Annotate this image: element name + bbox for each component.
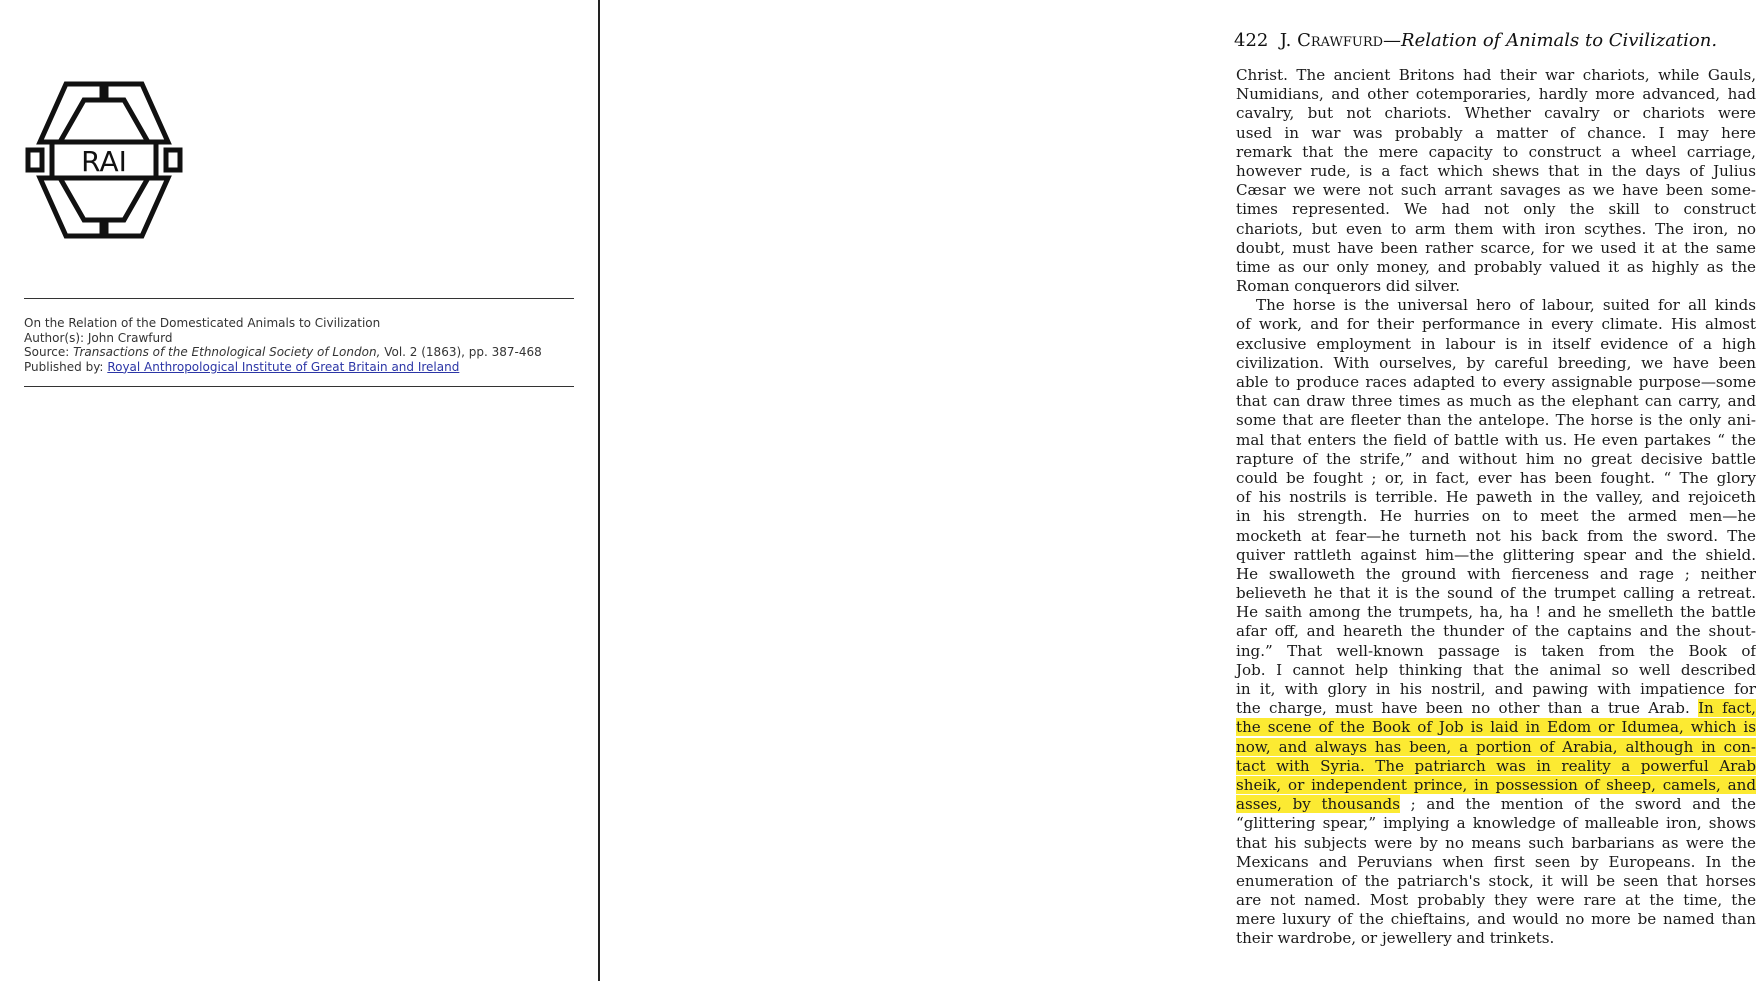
text-line: remark that the mere capacity to construct a wheel carriage, — [1236, 142, 1756, 161]
text-line: asses, by thousands ; and the mention of the sword and the — [1236, 795, 1756, 814]
page-number: 422 — [1234, 30, 1269, 51]
logo-bottom-right-segment — [106, 178, 168, 236]
publisher-link[interactable]: Royal Anthropological Institute of Great Britain and Ireland — [107, 359, 460, 374]
header-title: —Relation of Animals to Civilization. — [1383, 30, 1718, 51]
text-line: The horse is the universal hero of labour, suited for all kinds — [1256, 296, 1756, 315]
highlight: sheik, or independent prince, in possession of sheep, camels, and — [1236, 775, 1756, 794]
text-line: able to produce races adapted to every assignable purpose—some — [1236, 373, 1756, 391]
text-line: used in war was probably a matter of chance. I may here — [1236, 123, 1756, 142]
text-line: He saith among the trumpets, ha, ha ! and he smelleth the battle — [1236, 603, 1756, 622]
text-line: mocketh at fear—he turneth not his back from the sword. The — [1236, 526, 1756, 545]
text-line: civilization. With ourselves, by careful breeding, we have been — [1236, 353, 1756, 372]
rai-logo — [24, 70, 184, 250]
text-line: cavalry, but not chariots. Whether cavalry or chariots were — [1236, 104, 1756, 123]
text-line: Roman conquerors did silver. — [1236, 277, 1461, 296]
text-line: Cæsar we were not such arrant savages as we have been some- — [1236, 181, 1756, 200]
logo-text: RAI — [81, 145, 127, 178]
text-line: could be fought ; or, in fact, ever has been fought. “ The glory — [1236, 468, 1756, 487]
citation-authors: Author(s): John Crawfurd — [24, 330, 173, 345]
text-line: chariots, but even to arm them with iron scythes. The iron, no — [1236, 219, 1756, 238]
text-line: Mexicans and Peruvians when first seen by Europeans. In the — [1236, 852, 1756, 871]
citation-source: Source: Transactions of the Ethnological Society of London, Vol. 2 (1863), pp. 387-468 — [24, 345, 542, 359]
text-line: exclusive employment in labour is in itself evidence of a high — [1236, 334, 1756, 353]
text-line: “glittering spear,” implying a knowledge of malleable iron, shows — [1236, 814, 1756, 833]
logo-bottom-left-segment — [40, 178, 102, 236]
text-line: mal that enters the field of battle with us. He even partakes “ the — [1236, 430, 1756, 449]
text-line — [1236, 757, 1756, 776]
text-line: quiver rattleth against him—the glittering spear and the shield. — [1236, 545, 1756, 564]
highlight: now, and always has been, a portion of Arabia, although in con- — [1236, 737, 1756, 756]
logo-left-block — [28, 150, 42, 170]
text-line: enumeration of the patriarch's stock, it will be seen that horses — [1236, 871, 1756, 890]
logo-top-left-segment — [40, 84, 102, 142]
highlight: the scene of the Book of Job is laid in Edom or Idumea, which is — [1236, 718, 1756, 737]
text-line: their wardrobe, or jewellery and trinkets. — [1236, 929, 1555, 948]
text-line: Numidians, and other cotemporaries, hardly more advanced, had — [1236, 85, 1756, 104]
text-line: the charge, must have been no other than a true Arab. In fact, — [1236, 699, 1756, 718]
body-text — [1236, 66, 1756, 949]
text-line: of his nostrils is terrible. He paweth in the valley, and rejoiceth — [1236, 488, 1756, 507]
header-author: J. Crawfurd — [1279, 30, 1384, 51]
highlight: asses, by thousands — [1236, 795, 1400, 814]
citation-publisher: Published by: Royal Anthropological Institute of Great Britain and Ireland — [24, 359, 460, 374]
text-line: of work, and for their performance in every climate. His almost — [1236, 315, 1756, 334]
text-line: are not named. Most probably they were rare at the time, the — [1236, 891, 1756, 910]
text-line: Christ. The ancient Britons had their war chariots, while Gauls, — [1236, 66, 1756, 84]
citation-block — [24, 316, 574, 374]
highlight: tact with Syria. The patriarch was in reality a powerful Arab — [1236, 756, 1756, 775]
text-line: rapture of the strife,” and without him no great decisive battle — [1236, 449, 1756, 468]
left-page — [0, 0, 598, 981]
top-rule — [24, 298, 574, 299]
text-line: that can draw three times as much as the elephant can carry, and — [1236, 392, 1756, 411]
text-line: ing.” That well-known passage is taken from the Book of — [1236, 641, 1756, 660]
text-line: mere luxury of the chieftains, and would no more be named than — [1236, 910, 1756, 929]
text-line: time as our only money, and probably valued it as highly as the — [1236, 257, 1756, 276]
text-line: He swalloweth the ground with fierceness and rage ; neither — [1236, 564, 1756, 583]
text-line — [1236, 718, 1756, 737]
text-line: believeth he that it is the sound of the trumpet calling a retreat. — [1236, 584, 1756, 603]
running-header — [1234, 30, 1717, 51]
text-line: afar off, and heareth the thunder of the captains and the shout- — [1236, 622, 1756, 641]
logo-right-block — [166, 150, 180, 170]
logo-top-right-segment — [106, 84, 168, 142]
bottom-rule — [24, 386, 574, 387]
text-line — [1236, 738, 1756, 757]
text-line: doubt, must have been rather scarce, for we used it at the same — [1236, 238, 1756, 257]
text-line: some that are fleeter than the antelope. The horse is the only ani- — [1236, 411, 1756, 430]
text-line — [1236, 776, 1756, 795]
highlight: In fact, — [1698, 699, 1756, 718]
text-line: times represented. We had not only the skill to construct — [1236, 200, 1756, 219]
text-line: however rude, is a fact which shews that in the days of Julius — [1236, 161, 1756, 180]
text-line: Job. I cannot help thinking that the animal so well described — [1236, 660, 1756, 679]
citation-title: On the Relation of the Domesticated Animals to Civilization — [24, 316, 381, 330]
text-line: in his strength. He hurries on to meet the armed men—he — [1236, 507, 1756, 526]
text-line: in it, with glory in his nostril, and pawing with impatience for — [1236, 680, 1756, 698]
right-page — [600, 0, 1756, 981]
text-line: that his subjects were by no means such barbarians as were the — [1236, 833, 1756, 852]
